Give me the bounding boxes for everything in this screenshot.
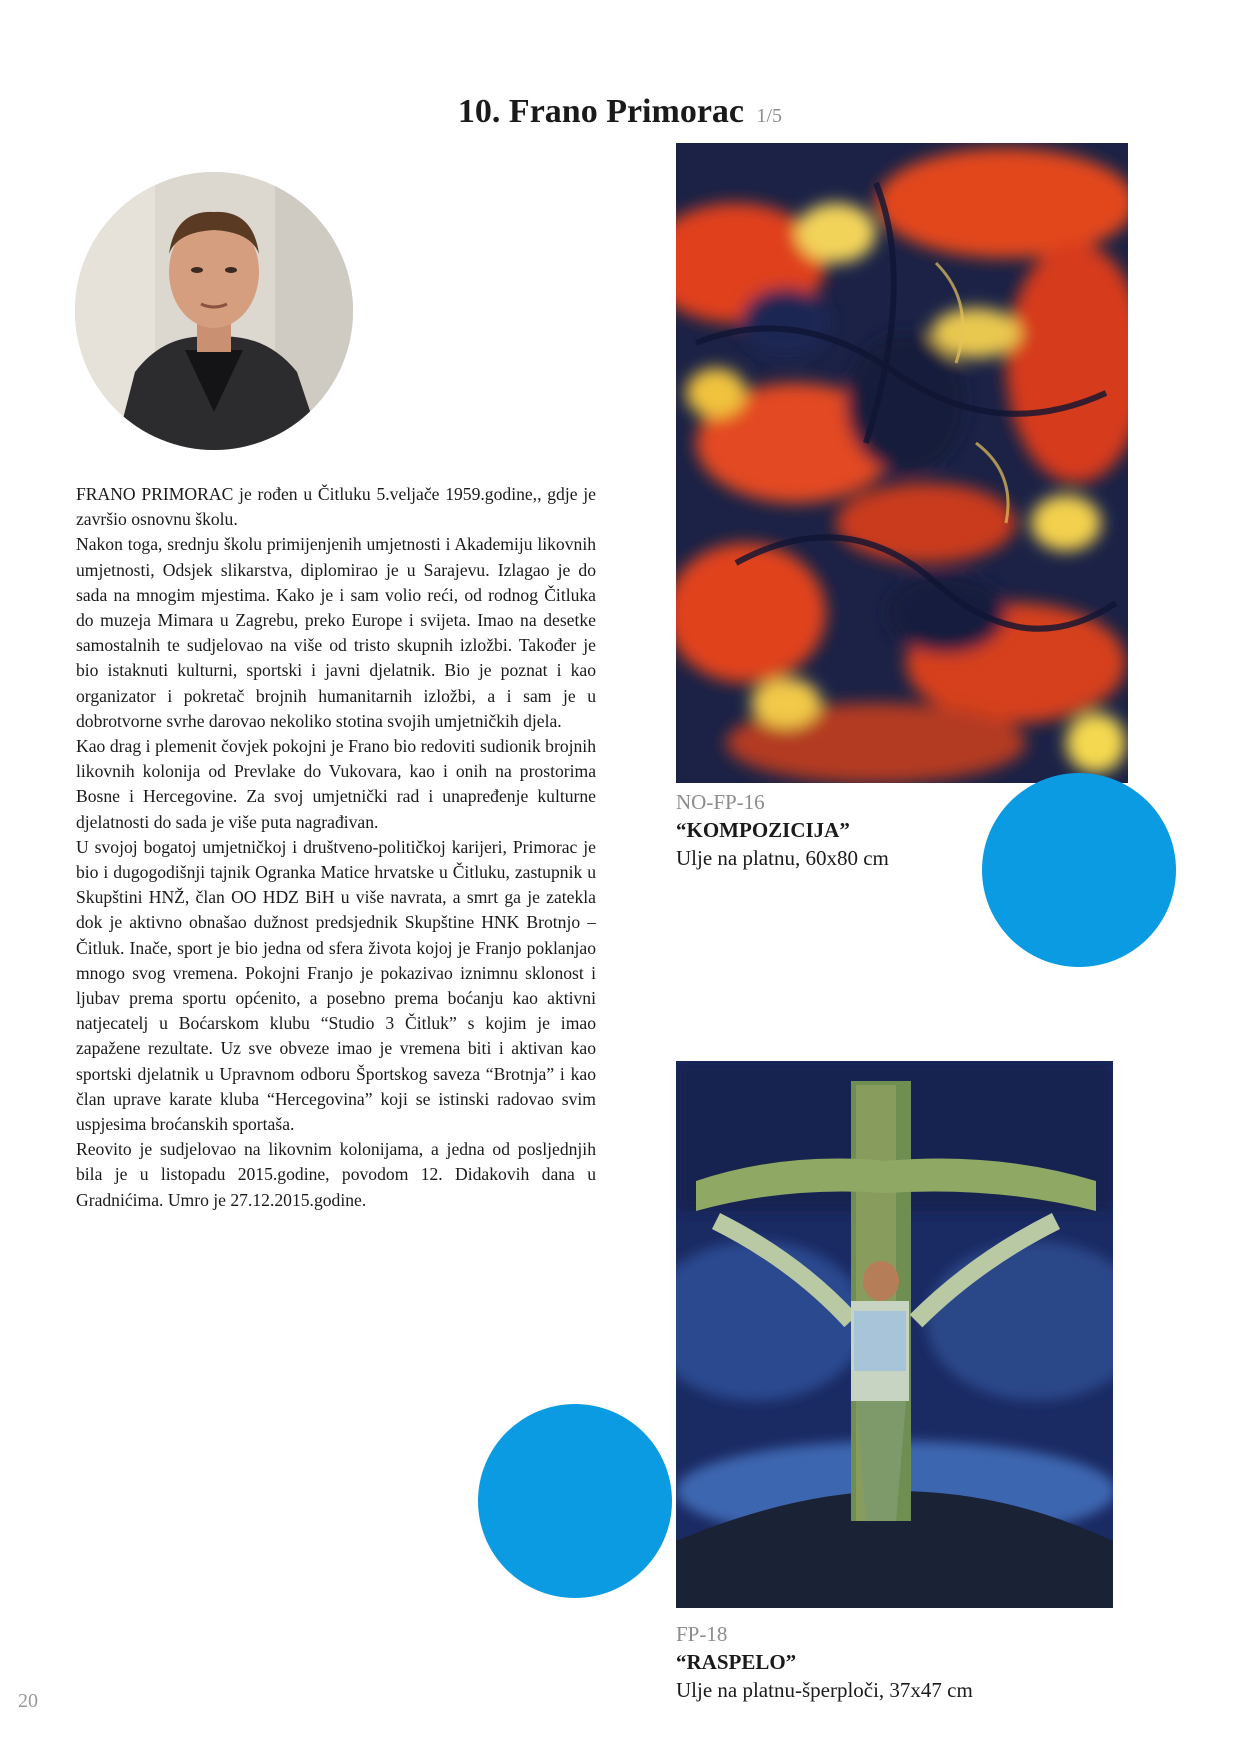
bio-paragraph: Reovito je sudjelovao na likovnim kolonijama, a jedna od posljednjih bila je u listopadu 2015.godine, povodom 12. Didakovih dana u Gradnićima. Umro je 27.12.2015.godine. [76, 1139, 596, 1210]
artwork-code: NO-FP-16 [676, 790, 765, 814]
page-counter: 1/5 [756, 104, 783, 127]
page-number: 20 [18, 1690, 38, 1712]
artwork-medium: Ulje na platnu, 60x80 cm [676, 846, 889, 870]
page-title [0, 93, 1240, 131]
artwork-caption [676, 1620, 973, 1704]
artwork-title: “RASPELO” [676, 1650, 797, 1674]
author-portrait-photo [75, 172, 353, 450]
artwork-title: “KOMPOZICIJA” [676, 818, 850, 842]
artwork-code: FP-18 [676, 1622, 728, 1646]
artwork-medium: Ulje na platnu-šperploči, 37x47 cm [676, 1678, 973, 1702]
bio-paragraph: U svojoj bogatoj umjetničkoj i društveno-političkoj karijeri, Primorac je bio i dugogodišnji tajnik Ogranka Matice hrvatske u Čitluku, zastupnik u Skupštini HNŽ, član OO HDZ BiH u više navrata, a smrt ga je zatekla dok je aktivno obnašao dužnost predsjednik Skupštine HNK Brotnjo – Čitluk. Inače, sport je bio jedna od sfera života kojoj je Franjo poklanjao mnogo svog vremena. Pokojni Franjo je pokazivao iznimnu sklonost i ljubav prema sportu općenito, a posebno prema boćanju kao aktivni natjecatelj u Boćarskom klubu “Studio 3 Čitluk” s kojim je imao zapažene rezultate. Uz sve obveze imao je vremena biti i aktivan kao sportski djelatnik u Upravnom odboru Športskog saveza “Brotnja” i kao član uprave karate kluba “Hercegovina” koji se istinski radovao svim uspjesima broćanskih sportaša. [76, 836, 596, 1135]
decorative-blue-circle [982, 773, 1176, 967]
bio-paragraph: Kao drag i plemenit čovjek pokojni je Frano bio redoviti sudionik brojnih likovnih kolonija od Prevlake do Vukovara, kao i onih na prostorima Bosne i Hercegovine. Za svoj umjetnički rad i unapređenje kulturne djelatnosti do sada je više puta nagrađivan. [76, 736, 596, 832]
bio-paragraph: FRANO PRIMORAC je rođen u Čitluku 5.veljače 1959.godine,, gdje je završio osnovnu školu. [76, 484, 596, 530]
bio-paragraph: Nakon toga, srednju školu primijenjenih umjetnosti i Akademiju likovnih umjetnosti, Odsjek slikarstva, diplomirao je u Sarajevu. Izlagao je do sada na mnogim mjestima. Kako je i sam volio reći, od rodnog Čitluka do muzeja Mimara u Zagrebu, preko Europe i svijeta. Imao na desetke samostalnih te sudjelovao na više od tristo skupnih izložbi. Također je bio istaknuti kulturni, sportski i javni djelatnik. Bio je poznat i kao organizator i pokretač brojnih humanitarnih izložbi, a i sam je u dobrotvorne svrhe darovao nekoliko stotina svojih umjetničkih djela. [76, 534, 596, 731]
page-title-text: 10. Frano Primorac [457, 92, 744, 130]
painting-raspelo-image [676, 1061, 1113, 1608]
artwork-caption [676, 788, 889, 872]
biography-text [76, 482, 596, 1213]
decorative-blue-circle [478, 1404, 672, 1598]
painting-kompozicija-image [676, 143, 1128, 783]
